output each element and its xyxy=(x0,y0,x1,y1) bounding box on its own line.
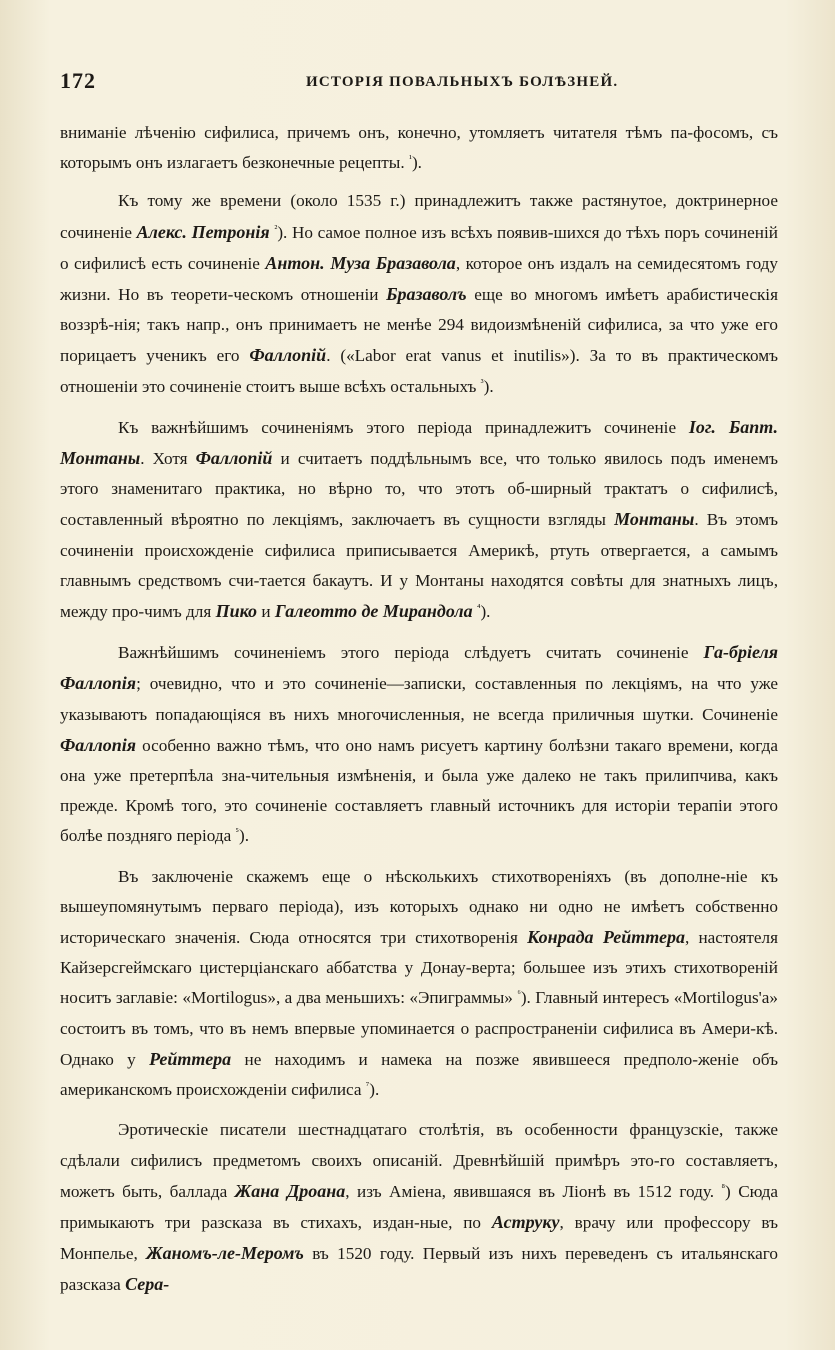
paragraph xyxy=(60,118,778,178)
person-name: Бразаволъ xyxy=(386,284,467,305)
person-name: Сера- xyxy=(125,1274,170,1295)
text-run: . Въ этомъ сочиненіи происхожденіе сифилиса приписывается Америкѣ, ртуть отвергается, а самымъ главнымъ средствомъ счи-тается бакаутъ. И у Монтаны находятся совѣты для знатныхъ лицъ, между про-чимъ для xyxy=(60,510,779,622)
text-run: ). xyxy=(411,153,422,173)
paragraph xyxy=(60,412,778,627)
person-name: Пико xyxy=(215,601,258,622)
text-run: ). xyxy=(369,1080,380,1100)
person-name: Жаномъ-ле-Меромъ xyxy=(146,1243,304,1264)
text-run: еще во многомъ имѣетъ арабистическія воззрѣ-нія; такъ напр., онъ принимаетъ не менѣе 294 видоизмѣненій сифилиса, за что уже его порицаетъ ученикъ его xyxy=(60,285,778,366)
footnote-marker: ⁶ xyxy=(517,988,521,1000)
text-run: ). Но самое полное изъ всѣхъ появив-шихся до тѣхъ поръ сочиненій о сифилисѣ есть сочиненіе xyxy=(60,222,778,273)
footnote-marker: ³ xyxy=(480,376,484,388)
text-run: Къ тому же времени (около 1535 г.) принадлежитъ также растянутое, доктринерное сочиненіе xyxy=(60,191,778,242)
footnote-marker: ⁸ xyxy=(721,1181,725,1193)
page-number: 172 xyxy=(60,68,96,93)
text-run: ; очевидно, что и это сочиненіе—записки, составленныя по лекціямъ, на что уже указываютъ попадающіяся въ нихъ многочисленныя, не всегда приличныя шутки. Сочиненіе xyxy=(60,674,778,724)
paragraph xyxy=(60,637,778,851)
person-name: Алекс. Петронія xyxy=(136,221,270,242)
text-run: , изъ Аміена, явившаяся въ Ліонѣ въ 1512 году. xyxy=(345,1181,722,1201)
text-run: особенно важно тѣмъ, что оно намъ рисуетъ картину болѣзни такаго времени, когда она уже претерпѣла зна-чительныя измѣненія, и была уже далеко не такъ прилипчива, какъ прежде. Кромѣ того, это сочиненіе составляетъ главный источникъ для исторіи терапіи этого болѣе поздняго періода xyxy=(60,735,778,846)
paragraph xyxy=(60,862,778,1106)
person-name: Антон. Муза Бразавола xyxy=(265,252,456,273)
text-run: . Хотя xyxy=(140,449,196,469)
person-name: Фаллопій xyxy=(195,448,273,469)
person-name: Монтаны xyxy=(614,509,695,530)
body-text xyxy=(60,118,778,1311)
text-run: Къ важнѣйшимъ сочиненіямъ этого періода принадлежитъ сочиненіе xyxy=(118,417,689,437)
person-name: Жана Дроана xyxy=(234,1180,346,1201)
text-run: . («Labor erat vanus et inutilis»). За то въ практическомъ отношеніи это сочиненіе стоитъ выше всѣхъ остальныхъ xyxy=(60,346,778,396)
text-run: ). xyxy=(239,826,250,846)
person-name: Галеотто де Мирандола xyxy=(274,601,473,622)
person-name: Аструку xyxy=(491,1211,560,1232)
footnote-marker: ⁵ xyxy=(235,826,240,838)
footnote-marker: ⁷ xyxy=(365,1080,370,1092)
person-name: Фаллопія xyxy=(60,734,137,755)
paragraph xyxy=(60,1115,778,1300)
text-run: Важнѣйшимъ сочиненіемъ этого періода слѣдуетъ считать сочиненіе xyxy=(118,643,704,663)
person-name: Га-бріеля Фаллопія xyxy=(60,642,778,694)
text-run: Въ заключеніе скажемъ еще о нѣсколькихъ стихотвореніяхъ (въ дополне-ніе къ вышеупомянутымъ перваго періода), изъ которыхъ однако ни одно не имѣетъ собственно историческаго значенія. Сюда относятся три стихотворенія xyxy=(60,866,778,948)
running-title: ИСТОРІЯ ПОВАЛЬНЫХЪ БОЛѢЗНЕЙ. xyxy=(306,74,619,90)
person-name: Рейттера xyxy=(149,1048,232,1069)
page-header xyxy=(60,68,775,98)
text-run: Эротическіе писатели шестнадцатаго столѣтія, въ особенности французскіе, также сдѣлали сифилисъ предметомъ своихъ описаній. Древнѣйшій примѣръ это-го составляетъ, можетъ быть, баллада xyxy=(60,1120,778,1201)
footnote-marker: ⁴ xyxy=(476,602,481,614)
text-run: , которое онъ издалъ на семидесятомъ году жизни. Но въ теорети-ческомъ отношеніи xyxy=(60,253,779,305)
text-run: въ 1520 году. Первый изъ нихъ переведенъ съ итальянскаго разсказа xyxy=(60,1244,778,1295)
footnote-marker: ¹ xyxy=(408,153,412,165)
text-run: вниманіе лѣченію сифилиса, причемъ онъ, конечно, утомляетъ читателя тѣмъ па-фосомъ, съ которымъ онъ излагаетъ безконечные рецепты. xyxy=(60,123,778,173)
text-run: , настоятеля Кайзерсгеймскаго цистерціанскаго аббатства у Донау-верта; большее изъ этихъ стихотвореній носитъ заглавіе: «Mortilogus», а два меньшихъ: «Эпиграммы» xyxy=(60,928,778,1008)
person-name: Фаллопій xyxy=(249,345,327,366)
text-run: ). Главный интересъ «Mortilogus'а» состоитъ въ томъ, что въ немъ впервые упоминается о распространеніи сифилиса въ Амери-кѣ. Однако у xyxy=(60,988,778,1069)
text-run: и xyxy=(257,602,275,622)
text-run: ). xyxy=(480,602,491,622)
footnote-marker: ² xyxy=(274,222,278,234)
text-run: не находимъ и намека на позже явившееся предполо-женіе объ американскомъ происхожденіи сифилиса xyxy=(60,1049,778,1100)
text-run: ) Сюда примыкаютъ три разсказа въ стихахъ, издан-ные, по xyxy=(60,1181,778,1232)
text-run: , врачу или профессору въ Монпелье, xyxy=(60,1212,779,1264)
text-run: и считаетъ поддѣльнымъ все, что только явилось подъ именемъ этого знаменитаго практика, но вѣрно то, что этотъ об-ширный трактатъ о сифилисѣ, составленный вѣроятно по лекціямъ, заключаетъ въ сущности взгляды xyxy=(60,449,778,530)
paragraph xyxy=(60,186,778,401)
person-name: Іог. Бапт. Монтаны xyxy=(60,416,779,469)
person-name: Конрада Рейттера xyxy=(527,927,685,948)
text-run: ). xyxy=(483,376,494,396)
